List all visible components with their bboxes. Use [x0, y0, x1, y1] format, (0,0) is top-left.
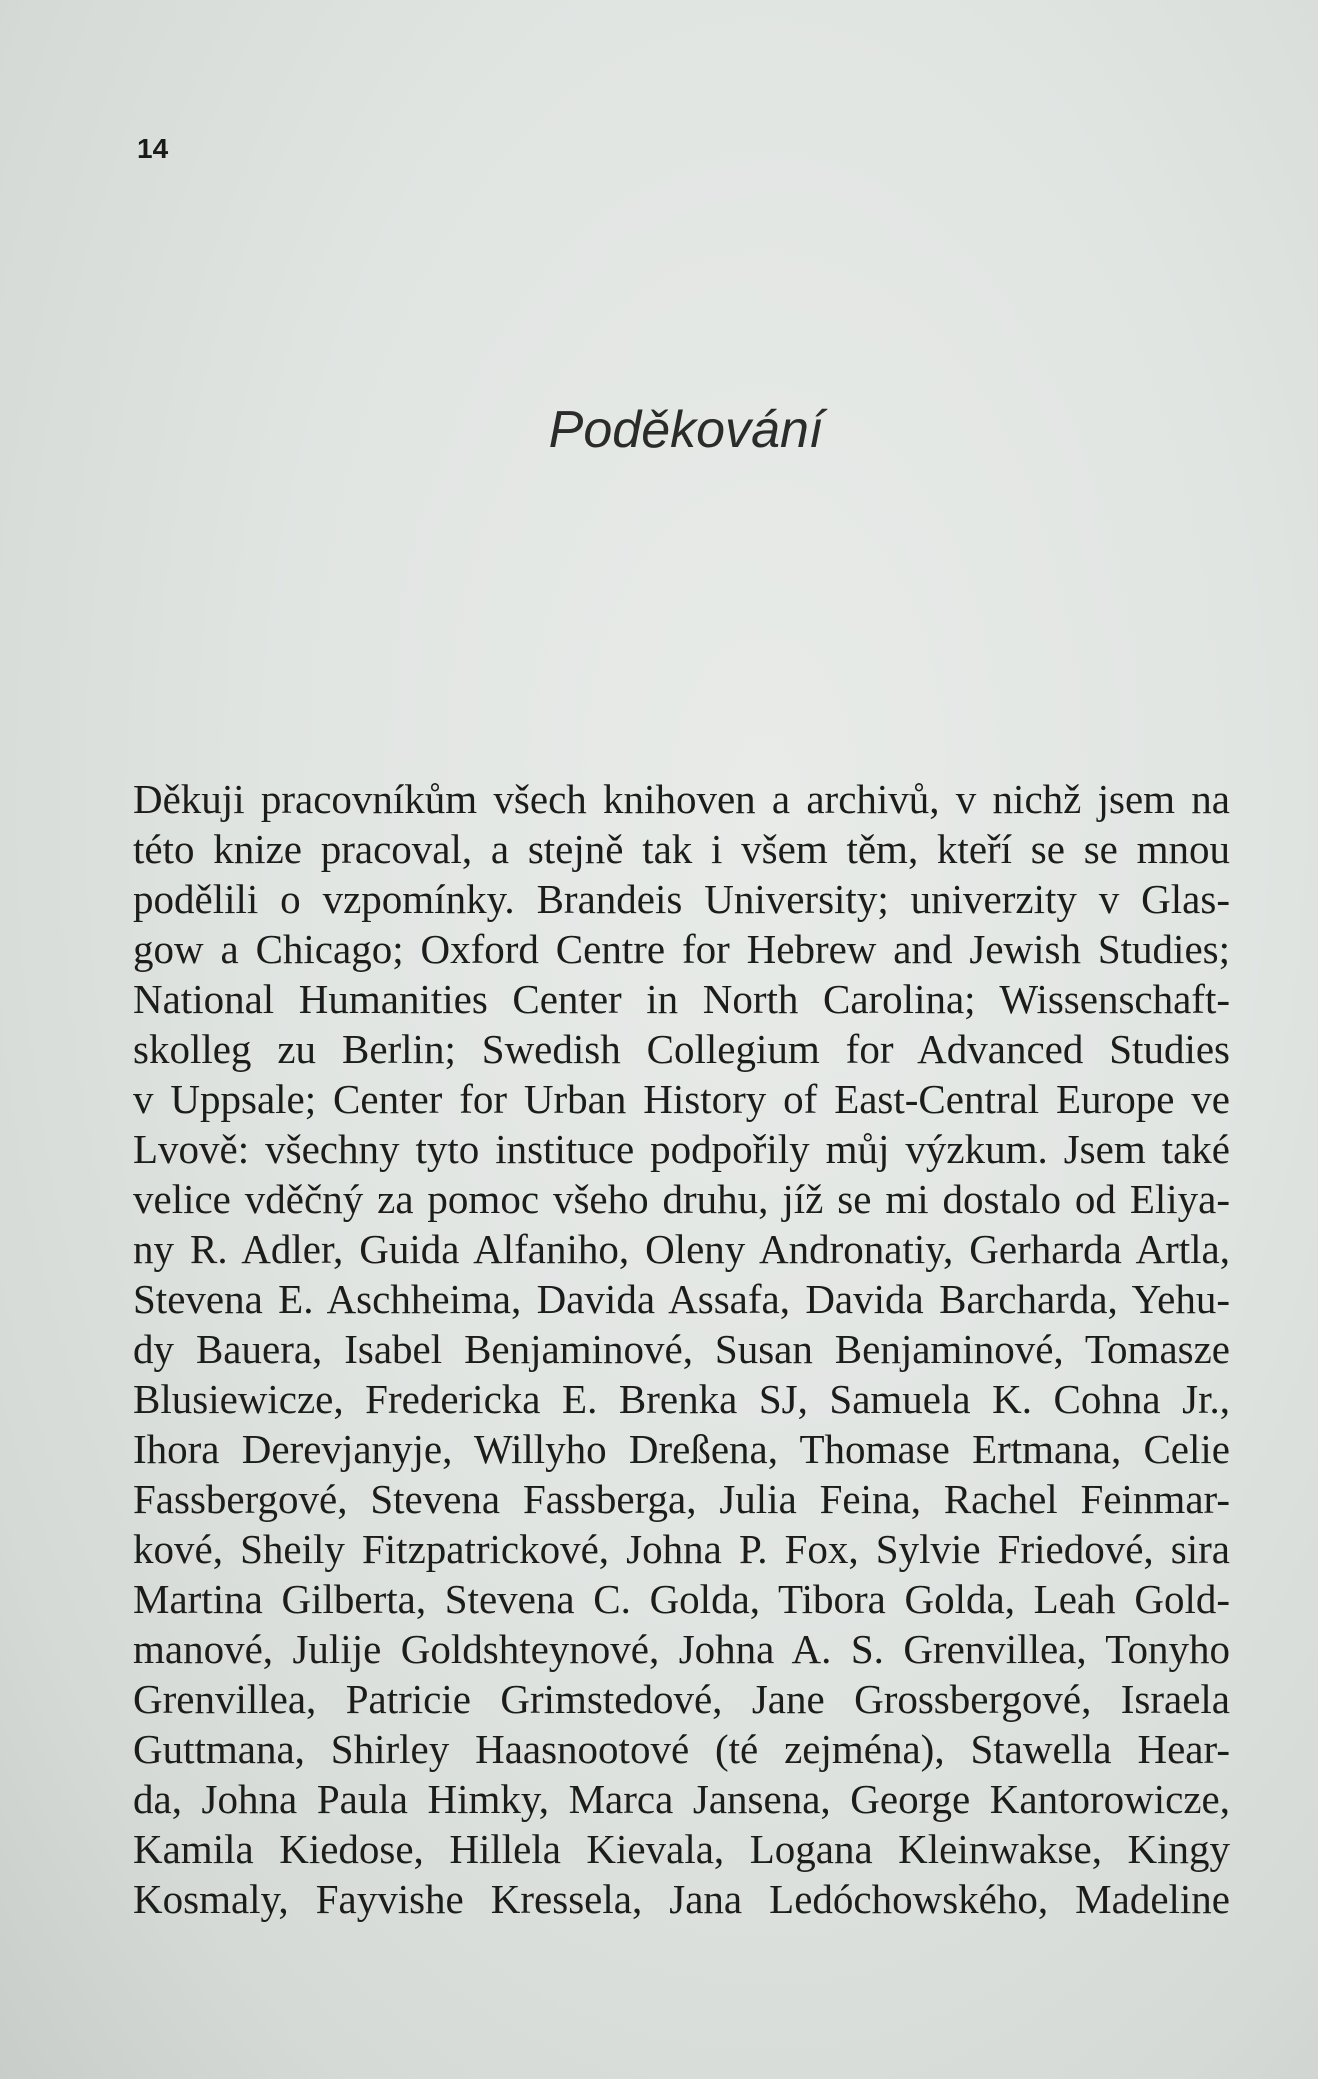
text-line: National Humanities Center in North Carolina; Wissenschaft- — [133, 976, 1230, 1022]
text-line: Martina Gilberta, Stevena C. Golda, Tibora Golda, Leah Gold- — [133, 1576, 1230, 1622]
text-line: dy Bauera, Isabel Benjaminové, Susan Benjaminové, Tomasze — [133, 1326, 1230, 1372]
text-line: Lvově: všechny tyto instituce podpořily můj výzkum. Jsem také — [133, 1126, 1230, 1172]
text-line: Kamila Kiedose, Hillela Kievala, Logana Kleinwakse, Kingy — [133, 1826, 1230, 1872]
text-line: Stevena E. Aschheima, Davida Assafa, Davida Barcharda, Yehu- — [133, 1276, 1230, 1322]
text-line: Kosmaly, Fayvishe Kressela, Jana Ledóchowského, Madeline — [133, 1876, 1230, 1922]
text-line: da, Johna Paula Himky, Marca Jansena, George Kantorowicze, — [133, 1776, 1230, 1822]
text-line: této knize pracoval, a stejně tak i všem těm, kteří se se mnou — [133, 826, 1230, 872]
text-line: velice vděčný za pomoc všeho druhu, jíž se mi dostalo od Eliya- — [133, 1176, 1230, 1222]
text-line: ny R. Adler, Guida Alfaniho, Oleny Andronatiy, Gerharda Artla, — [133, 1226, 1230, 1272]
text-line: gow a Chicago; Oxford Centre for Hebrew and Jewish Studies; — [133, 926, 1230, 972]
text-line: skolleg zu Berlin; Swedish Collegium for Advanced Studies — [133, 1026, 1230, 1072]
text-line: Guttmana, Shirley Haasnootové (té zejména), Stawella Hear- — [133, 1726, 1230, 1772]
text-line: v Uppsale; Center for Urban History of East-Central Europe ve — [133, 1076, 1230, 1122]
chapter-title: Poděkování — [548, 401, 824, 459]
page-number: 14 — [137, 133, 169, 164]
text-line: Fassbergové, Stevena Fassberga, Julia Feina, Rachel Feinmar- — [133, 1476, 1230, 1522]
body-text — [133, 774, 1230, 1924]
text-line: Blusiewicze, Fredericka E. Brenka SJ, Samuela K. Cohna Jr., — [133, 1376, 1230, 1422]
text-line: Grenvillea, Patricie Grimstedové, Jane Grossbergové, Israela — [133, 1676, 1230, 1722]
text-line: podělili o vzpomínky. Brandeis University; univerzity v Glas- — [133, 876, 1230, 922]
text-line: Děkuji pracovníkům všech knihoven a archivů, v nichž jsem na — [133, 776, 1230, 822]
text-line: Ihora Derevjanyje, Willyho Dreßena, Thomase Ertmana, Celie — [133, 1426, 1230, 1472]
text-line: manové, Julije Goldshteynové, Johna A. S. Grenvillea, Tonyho — [133, 1626, 1230, 1672]
text-line: kové, Sheily Fitzpatrickové, Johna P. Fox, Sylvie Friedové, sira — [133, 1526, 1230, 1572]
